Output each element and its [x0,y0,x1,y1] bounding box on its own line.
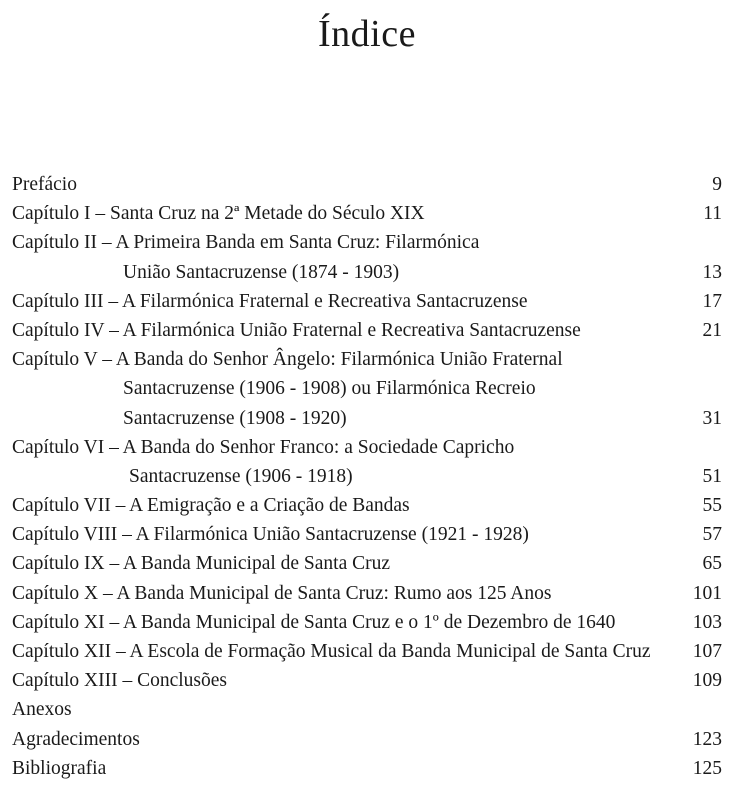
toc-entry-title: Capítulo XIII – Conclusões [12,670,228,692]
toc-entry-title: Capítulo VII – A Emigração e a Criação de Bandas [12,495,410,517]
toc-entry-title: Capítulo IX – A Banda Municipal de Santa Cruz [12,553,391,575]
toc-entry-continuation[interactable] [12,258,722,287]
toc-entry-page: 51 [702,465,722,487]
toc-entry-title: Agradecimentos [12,728,140,750]
toc-entry[interactable] [12,725,722,754]
toc-entry-title: Capítulo VI – A Banda do Senhor Franco: a Sociedade Capricho [12,436,515,458]
toc-entry-title: Santacruzense (1906 - 1908) ou Filarmónica Recreio [123,378,536,400]
toc-entry-title: Capítulo I – Santa Cruz na 2ª Metade do Século XIX [12,203,425,225]
toc-entry-page: 31 [702,407,722,429]
toc-entry-title: Prefácio [12,174,77,195]
toc-entry-page: 103 [692,611,722,633]
page-title: Índice [318,13,416,55]
toc-entry-title: Santacruzense (1908 - 1920) [123,407,347,429]
toc-entry[interactable] [12,316,722,345]
toc-entry-page: 101 [692,582,722,604]
toc-entry[interactable] [12,579,722,608]
table-of-contents [12,170,722,783]
toc-entry-page: 57 [702,524,722,546]
toc-entry-page: 55 [702,495,722,517]
toc-entry-page: 17 [702,290,722,312]
toc-entry[interactable] [12,520,722,549]
toc-entry-page: 125 [692,757,722,779]
toc-entry[interactable] [12,608,722,637]
toc-entry[interactable] [12,345,722,374]
toc-entry[interactable] [12,228,722,257]
toc-entry-title: Anexos [12,699,72,721]
toc-entry-page: 9 [712,174,722,195]
toc-entry-title: Santacruzense (1906 - 1918) [129,465,353,487]
toc-entry[interactable] [12,666,722,695]
toc-entry-page: 123 [692,728,722,750]
toc-entry-title: Capítulo X – A Banda Municipal de Santa Cruz: Rumo aos 125 Anos [12,582,552,604]
toc-entry[interactable] [12,199,722,228]
toc-entry-page: 109 [692,670,722,692]
toc-entry[interactable] [12,491,722,520]
toc-entry-page: 107 [692,641,722,662]
toc-entry[interactable] [12,433,722,462]
toc-entry-title: Capítulo V – A Banda do Senhor Ângelo: Filarmónica União Fraternal [12,349,563,371]
toc-entry-title: Capítulo III – A Filarmónica Fraternal e Recreativa Santacruzense [12,290,528,312]
toc-entry-page: 11 [703,203,722,225]
toc-entry-title: Bibliografia [12,757,107,779]
toc-entry-page: 13 [702,261,722,283]
toc-entry-title: Capítulo XII – A Escola de Formação Musical da Banda Municipal de Santa Cruz [12,641,651,662]
toc-entry[interactable] [12,637,722,666]
toc-entry-page: 21 [702,319,722,341]
toc-entry-title: Capítulo VIII – A Filarmónica União Santacruzense (1921 - 1928) [12,524,529,546]
toc-entry-continuation[interactable] [12,374,722,403]
toc-entry-continuation[interactable] [12,462,722,491]
toc-entry[interactable] [12,695,722,724]
toc-entry[interactable] [12,754,722,783]
toc-entry-title: Capítulo XI – A Banda Municipal de Santa Cruz e o 1º de Dezembro de 1640 [12,611,616,633]
toc-entry[interactable] [12,287,722,316]
toc-entry-continuation[interactable] [12,404,722,433]
toc-entry-title: União Santacruzense (1874 - 1903) [123,261,400,283]
toc-entry[interactable] [12,549,722,578]
toc-entry-title: Capítulo IV – A Filarmónica União Fraternal e Recreativa Santacruzense [12,319,581,341]
toc-entry-title: Capítulo II – A Primeira Banda em Santa Cruz: Filarmónica [12,232,480,254]
toc-entry[interactable] [12,170,722,199]
toc-entry-page: 65 [702,553,722,575]
